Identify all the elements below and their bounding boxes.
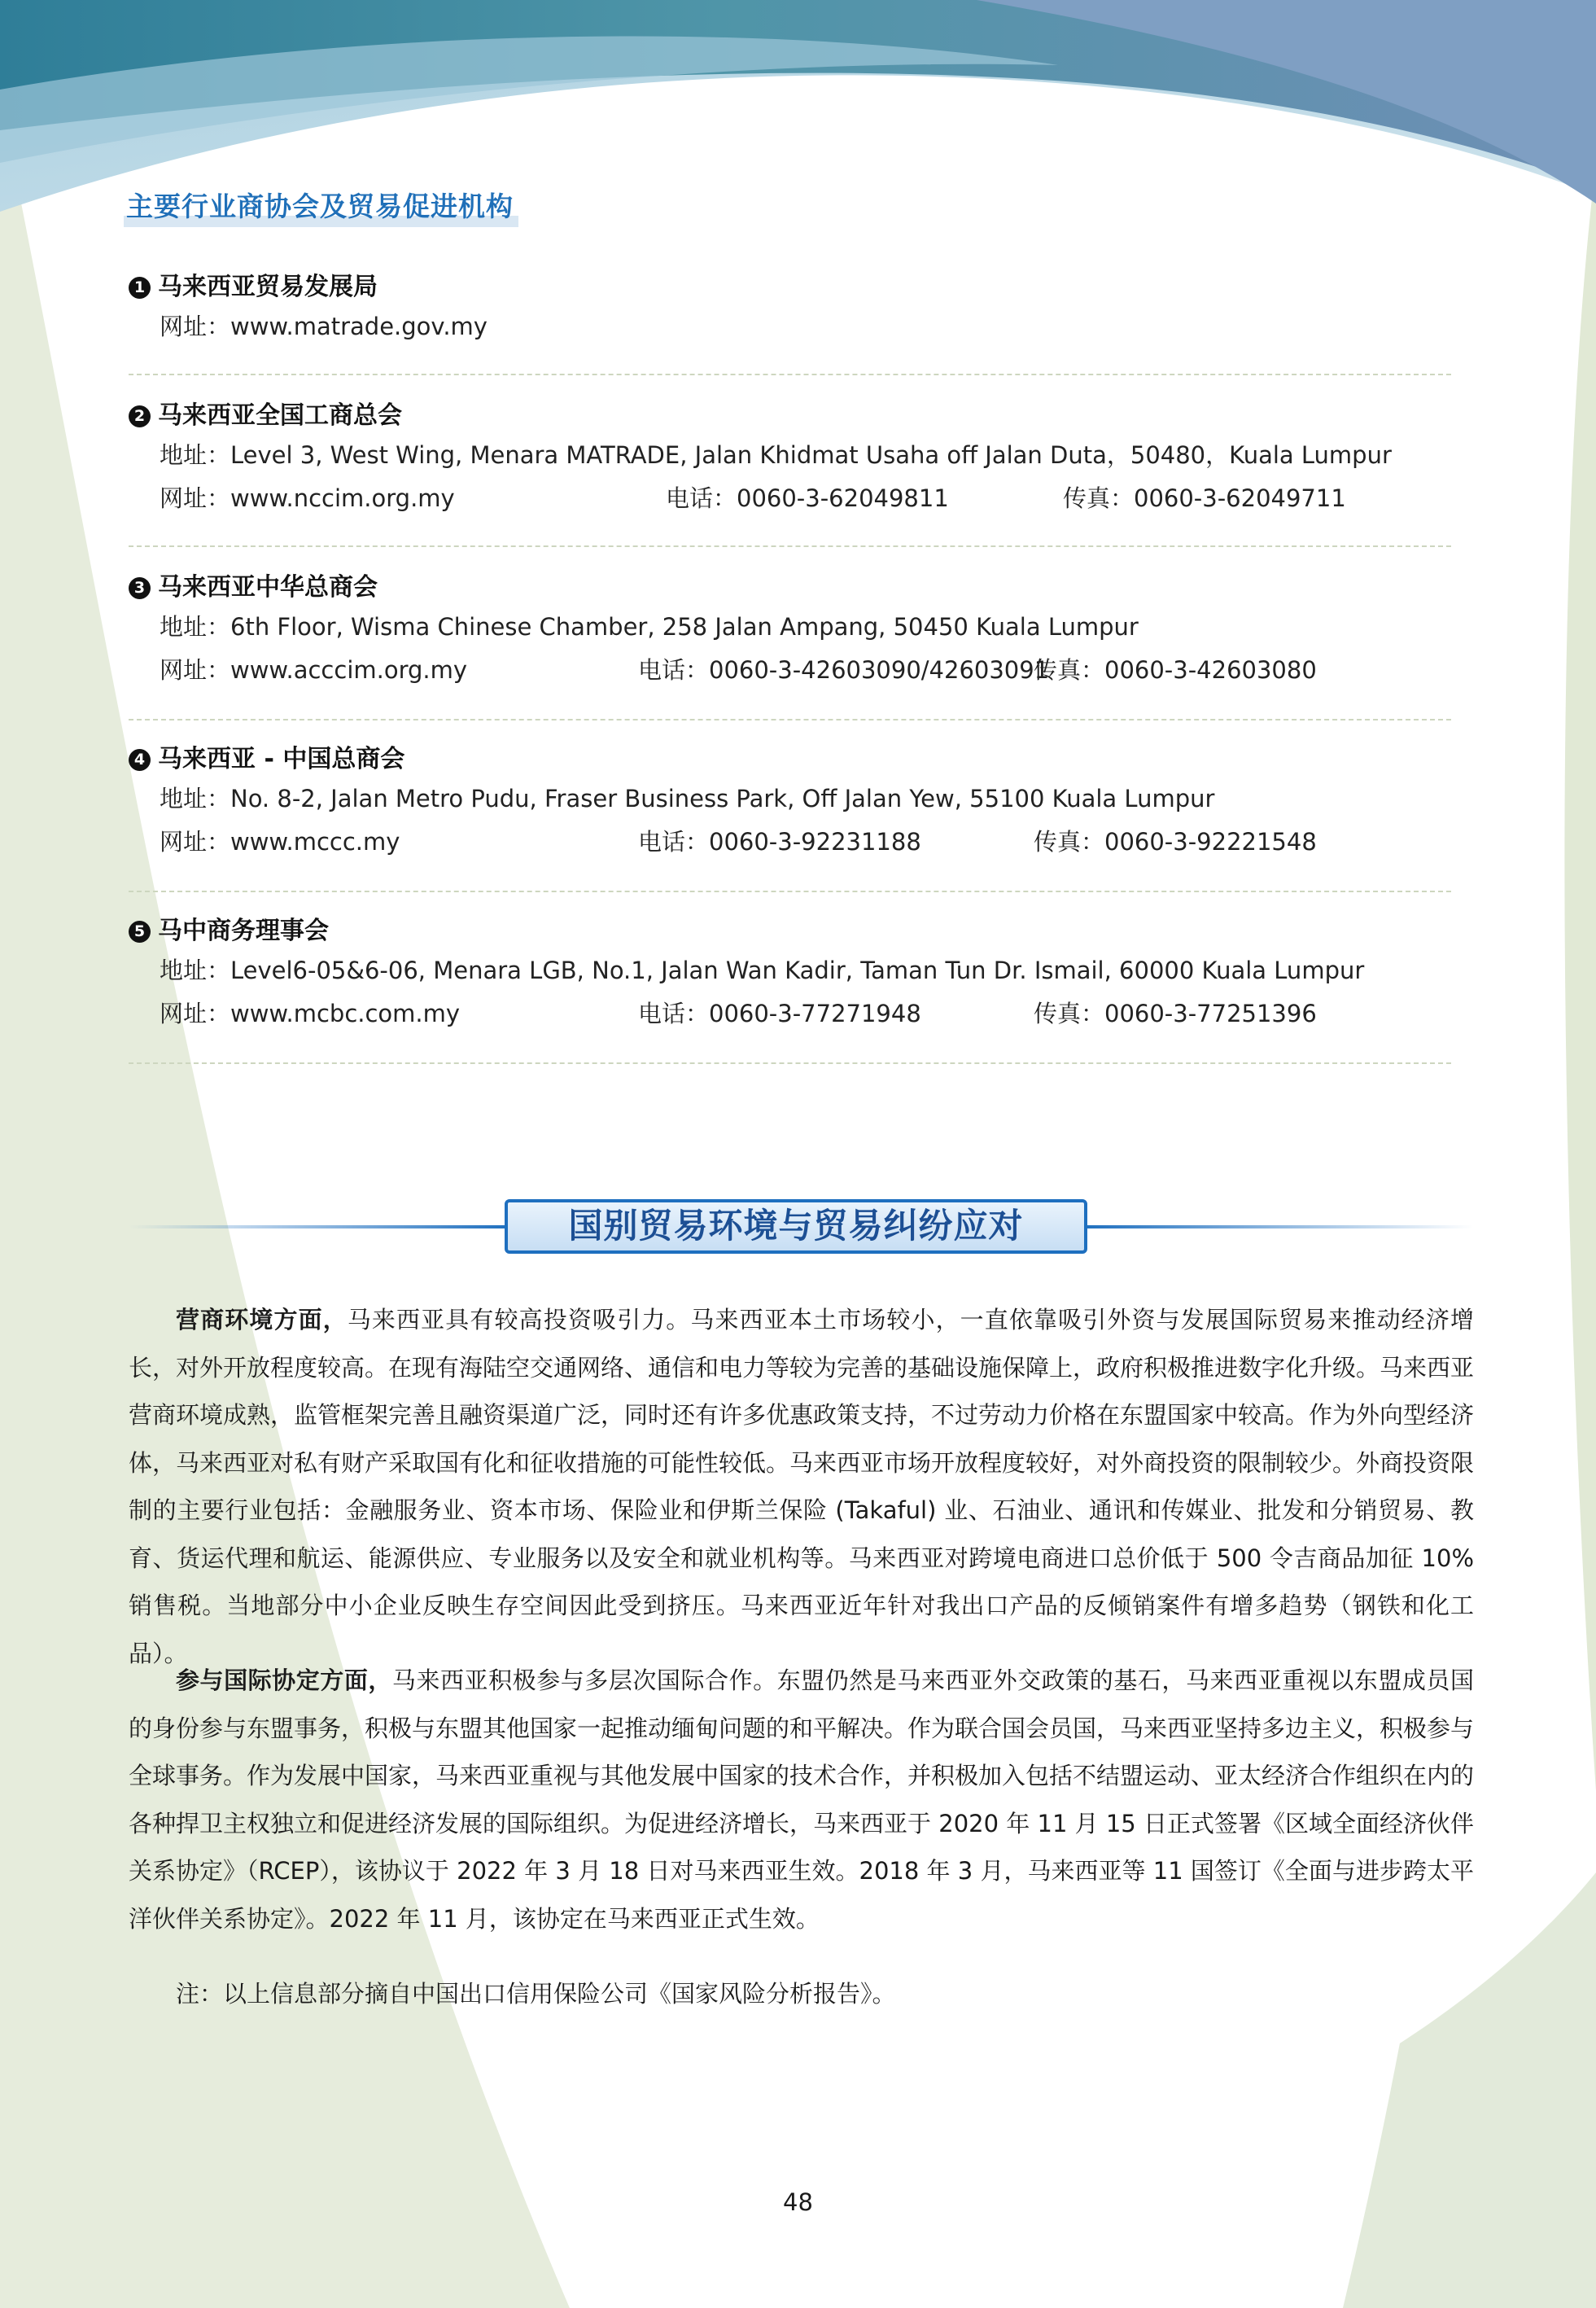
org-row [129,305,1451,348]
org-entry-4 [129,742,1451,864]
org-row [129,821,1451,864]
org-fax: 传真：0060-3-77251396 [1034,1000,1317,1027]
org-name [129,913,1451,949]
paragraph-business-environment [129,1296,1474,1677]
org-name [129,398,1451,434]
org-entry-5 [129,913,1451,1036]
banner-line-right [1082,1225,1473,1228]
org-address: 地址：Level 3, West Wing, Menara MATRADE, Jalan Khidmat Usaha off Jalan Duta，50480，Kuala Lumpur [160,441,1392,469]
org-phone: 电话：0060-3-42603090/42603091 [638,656,1050,684]
dashed-divider [129,719,1451,720]
section-title [126,186,514,224]
dashed-divider [129,374,1451,375]
org-website[interactable]: 网址：www.matrade.gov.my [160,313,488,340]
org-name-text: 马来西亚全国工商总会 [158,401,402,430]
paragraph-body: 马来西亚积极参与多层次国际合作。东盟仍然是马来西亚外交政策的基石，马来西亚重视以东盟成员国的身份参与东盟事务，积极与东盟其他国家一起推动缅甸问题的和平解决。作为联合国会员国，马来西亚坚持多边主义，积极参与全球事务。作为发展中国家，马来西亚重视与其他发展中国家的技术合作，并积极加入包括不结盟运动、亚太经济合作组织在内的各种捍卫主权独立和促进经济发展的国际组织。为促进经济增长，马来西亚于 2020 年 11 月 15 日正式签署《区域全面经济伙伴关系协定》（RCEP），该协议于 2022 年 3 月 18 日对马来西亚生效。2018 年 3 月，马来西亚等 11 国签订《全面与进步跨太平洋伙伴关系协定》。2022 年 11 月，该协定在马来西亚正式生效。 [129,1666,1475,1933]
org-address: 地址：Level6-05&6-06, Menara LGB, No.1, Jalan Wan Kadir, Taman Tun Dr. Ismail, 60000 Kuala Lumpur [160,957,1365,984]
org-name [129,742,1451,777]
banner-title: 国别贸易环境与贸易纠纷应对 [505,1199,1087,1254]
paragraph-international-agreements [129,1657,1474,1942]
paragraph-body: 马来西亚具有较高投资吸引力。马来西亚本土市场较小，一直依靠吸引外资与发展国际贸易来推动经济增长，对外开放程度较高。在现有海陆空交通网络、通信和电力等较为完善的基础设施保障上，政府积极推进数字化升级。马来西亚营商环境成熟，监管框架完善且融资渠道广泛，同时还有许多优惠政策支持，不过劳动力价格在东盟国家中较高。作为外向型经济体，马来西亚对私有财产采取国有化和征收措施的可能性较低。马来西亚市场开放程度较好，对外商投资的限制较少。外商投资限制的主要行业包括：金融服务业、资本市场、保险业和伊斯兰保险 (Takaful) 业、石油业、通讯和传媒业、批发和分销贸易、教育、货运代理和航运、能源供应、专业服务以及安全和就业机构等。马来西亚对跨境电商进口总价低于 500 令吉商品加征 10% 销售税。当地部分中小企业反映生存空间因此受到挤压。马来西亚近年针对我出口产品的反倾销案件有增多趋势（钢铁和化工品）。 [129,1306,1475,1667]
org-fax: 传真：0060-3-62049711 [1063,484,1346,512]
dashed-divider [129,1062,1451,1064]
source-note: 注：以上信息部分摘自中国出口信用保险公司《国家风险分析报告》。 [176,1980,896,2008]
org-name-text: 马来西亚贸易发展局 [158,273,378,301]
number-badge: 4 [129,749,151,771]
org-website[interactable]: 网址：www.acccim.org.my [160,656,468,684]
number-badge: 5 [129,921,151,943]
org-name [129,269,1451,305]
org-row [129,949,1451,992]
org-phone: 电话：0060-3-92231188 [638,828,921,856]
org-website[interactable]: 网址：www.mcbc.com.my [160,1000,461,1027]
number-badge: 1 [129,277,151,299]
org-row [129,649,1451,692]
org-website[interactable]: 网址：www.mccc.my [160,828,400,856]
org-name-text: 马中商务理事会 [158,917,329,945]
org-phone: 电话：0060-3-62049811 [666,484,949,512]
paragraph-lead: 营商环境方面， [176,1306,348,1334]
dashed-divider [129,891,1451,892]
banner-line-left [129,1225,511,1228]
org-row [129,777,1451,821]
org-address: 地址：6th Floor, Wisma Chinese Chamber, 258 Jalan Ampang, 50450 Kuala Lumpur [160,613,1139,641]
org-phone: 电话：0060-3-77271948 [638,1000,921,1027]
org-name-text: 马来西亚 - 中国总商会 [158,745,405,773]
org-entry-3 [129,570,1451,692]
org-website[interactable]: 网址：www.nccim.org.my [160,484,455,512]
org-fax: 传真：0060-3-42603080 [1034,656,1317,684]
org-fax: 传真：0060-3-92221548 [1034,828,1317,856]
paragraph-lead: 参与国际协定方面， [176,1666,392,1694]
page-number: 48 [783,2188,813,2216]
org-address: 地址：No. 8-2, Jalan Metro Pudu, Fraser Business Park, Off Jalan Yew, 55100 Kuala Lumpur [160,785,1215,812]
org-row [129,477,1451,520]
number-badge: 2 [129,405,151,427]
number-badge: 3 [129,577,151,599]
org-name [129,570,1451,606]
org-row [129,606,1451,649]
org-entry-2 [129,398,1451,520]
org-name-text: 马来西亚中华总商会 [158,573,378,602]
dashed-divider [129,545,1451,547]
section-title-text: 主要行业商协会及贸易促进机构 [126,191,514,222]
org-entry-1 [129,269,1451,348]
org-row [129,434,1451,477]
org-row [129,992,1451,1036]
